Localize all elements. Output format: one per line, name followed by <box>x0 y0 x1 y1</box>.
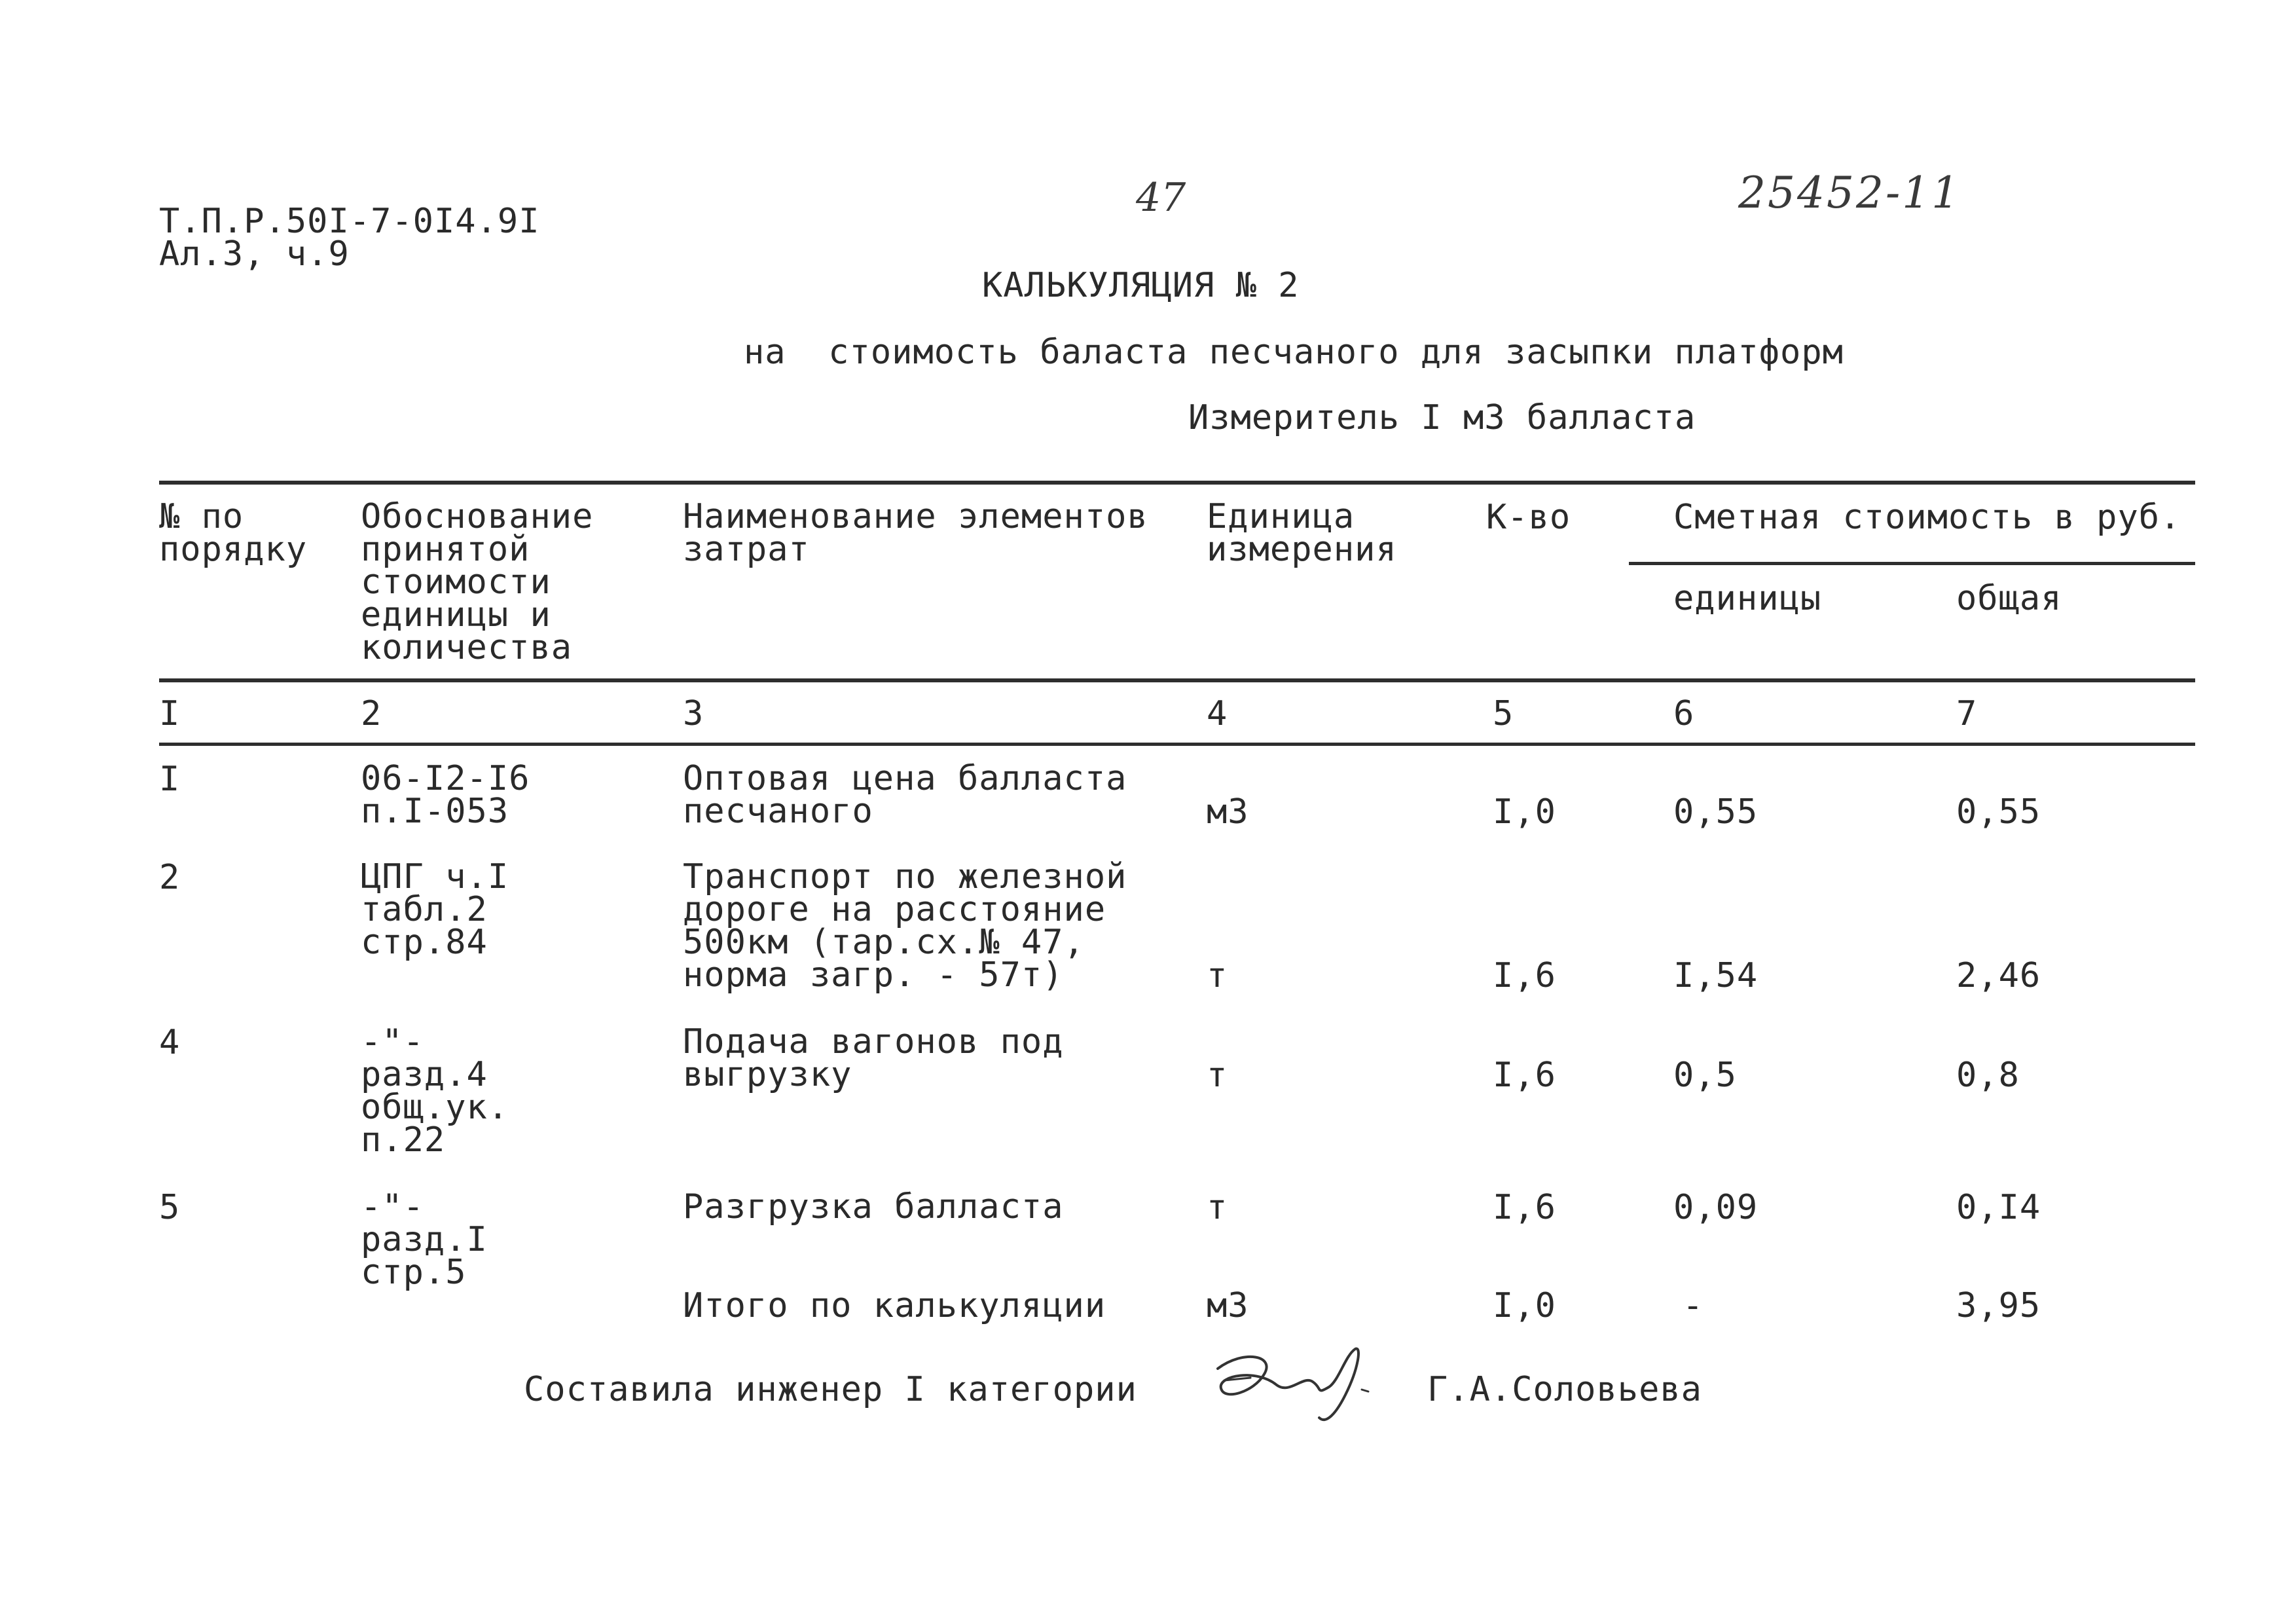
row-unit: т <box>1207 1056 1228 1095</box>
row-unit: т <box>1207 956 1228 995</box>
row-name: Разгрузка балласта <box>683 1187 1064 1227</box>
calc-measure: Измеритель I м3 балласта <box>1188 398 1696 437</box>
row-unit-cost: 0,5 <box>1673 1056 1737 1095</box>
header-bottom-rule <box>159 678 2195 682</box>
colnum-6: 6 <box>1673 694 1695 733</box>
row-basis: -"- разд.4 общ.ук. п.22 <box>361 1022 509 1160</box>
header-col5: К-во <box>1486 498 1571 537</box>
row-number: I <box>159 760 181 799</box>
row-name: Оптовая цена балласта песчаного <box>683 759 1127 831</box>
header-col7: общая <box>1956 579 2062 618</box>
doc-sheet: Ал.3, ч.9 <box>159 234 350 274</box>
table-top-rule <box>159 481 2195 485</box>
page-number: 47 <box>1136 175 1186 221</box>
header-col67: Сметная стоимость в руб. <box>1673 498 2181 537</box>
row-basis: 06-I2-I6 п.I-053 <box>361 759 530 831</box>
row-total: 0,55 <box>1956 792 2041 832</box>
row-total: 0,8 <box>1956 1056 2020 1095</box>
doc-number: 25452-11 <box>1738 168 1961 218</box>
header-col6: единицы <box>1673 579 1822 618</box>
row-unit: м3 <box>1207 792 1249 832</box>
row-total: 0,I4 <box>1956 1188 2041 1227</box>
colnum-2: 2 <box>361 694 382 733</box>
row-number: 5 <box>159 1188 181 1227</box>
row-unit-cost: 0,55 <box>1673 792 1758 832</box>
total-label: Итого по калькуляции <box>683 1286 1106 1325</box>
colnum-3: 3 <box>683 694 704 733</box>
row-number: 4 <box>159 1023 181 1062</box>
total-qty: I,0 <box>1493 1286 1556 1325</box>
colnum-1: I <box>159 694 181 733</box>
calc-subtitle: на стоимость баласта песчаного для засыпки платформ <box>744 333 1844 372</box>
colnum-4: 4 <box>1207 694 1228 733</box>
header-col2: Обоснование принятой стоимости единицы и количества <box>361 497 594 667</box>
row-qty: I,6 <box>1493 1188 1556 1227</box>
header-col3: Наименование элементов затрат <box>683 497 1148 569</box>
total-unit: м3 <box>1207 1286 1249 1325</box>
colnum-7: 7 <box>1956 694 1978 733</box>
header-col1: № по порядку <box>159 497 308 569</box>
colnum-bottom-rule <box>159 743 2195 746</box>
row-qty: I,6 <box>1493 956 1556 995</box>
row-name: Транспорт по железной дороге на расстояние 500км (тар.сх.№ 47, норма загр. - 57т) <box>683 857 1127 995</box>
row-unit-cost: 0,09 <box>1673 1188 1758 1227</box>
compiler-name: Г.А.Соловьева <box>1427 1370 1702 1409</box>
total-sum: 3,95 <box>1956 1286 2041 1325</box>
row-total: 2,46 <box>1956 956 2041 995</box>
row-number: 2 <box>159 858 181 897</box>
row-qty: I,0 <box>1493 792 1556 832</box>
row-unit: т <box>1207 1188 1228 1227</box>
calc-title: КАЛЬКУЛЯЦИЯ № 2 <box>982 266 1300 305</box>
signature-icon <box>1205 1329 1394 1428</box>
doc-code: Т.П.Р.50I-7-0I4.9I <box>159 202 540 241</box>
colnum-5: 5 <box>1493 694 1514 733</box>
cost-header-rule <box>1629 562 2195 565</box>
compiled-by: Составила инженер I категории <box>524 1370 1137 1409</box>
row-basis: -"- разд.I стр.5 <box>361 1187 488 1292</box>
row-name: Подача вагонов под выгрузку <box>683 1022 1064 1094</box>
row-unit-cost: I,54 <box>1673 956 1758 995</box>
total-unit-cost: - <box>1683 1286 1704 1325</box>
row-basis: ЦПГ ч.I табл.2 стр.84 <box>361 857 509 962</box>
row-qty: I,6 <box>1493 1056 1556 1095</box>
header-col4: Единица измерения <box>1207 497 1397 569</box>
